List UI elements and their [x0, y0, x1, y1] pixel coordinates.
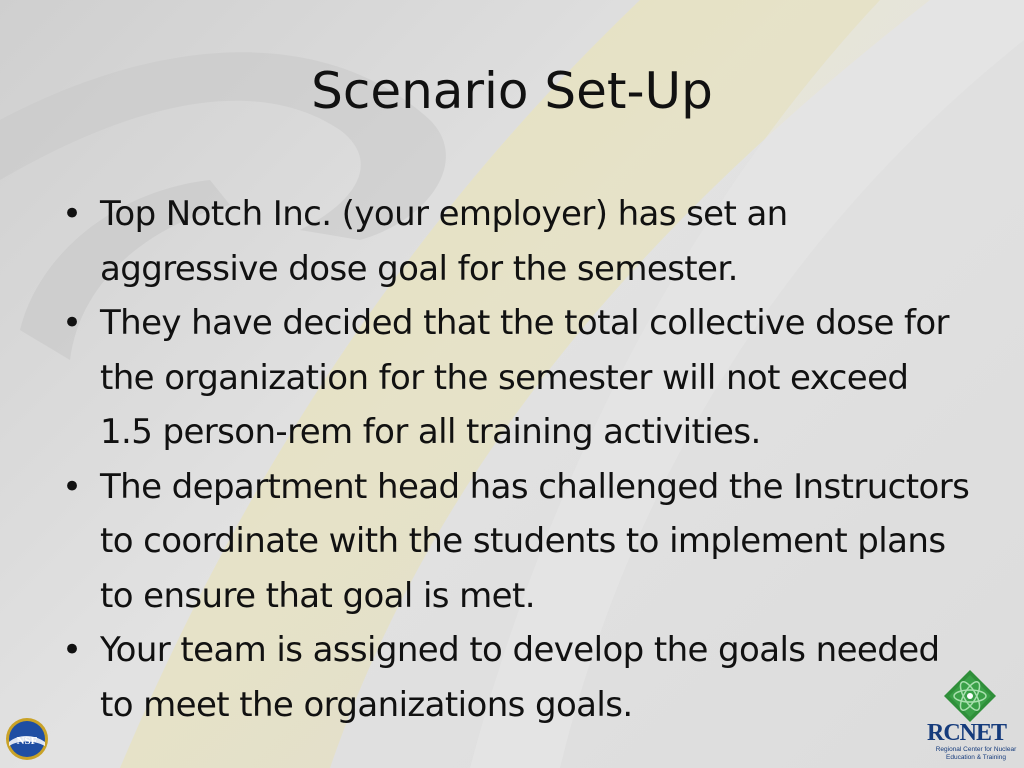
bullet-text: The department head has challenged the Instructors to coordinate with the students to implement plans to ensure that goal is met.	[100, 466, 970, 616]
nsf-seal-icon	[4, 716, 50, 762]
bullet-text: Top Notch Inc. (your employer) has set an aggressive dose goal for the semester.	[100, 194, 788, 289]
bullet-list	[60, 187, 970, 732]
bullet-item	[60, 296, 970, 460]
bullet-icon: •	[62, 466, 82, 507]
bullet-text: They have decided that the total collective dose for the organization for the semester will not exceed 1.5 person-rem for all training activities.	[100, 303, 949, 452]
bullet-item	[60, 460, 970, 624]
bullet-item	[60, 187, 970, 296]
bullet-text: Your team is assigned to develop the goals needed to meet the organizations goals.	[100, 630, 940, 725]
bullet-icon: •	[62, 630, 82, 670]
bullet-item	[60, 623, 970, 732]
nsf-seal-text: NSF	[16, 735, 38, 747]
rcnet-logo-subtitle: Regional Center for Nuclear Education & Training	[935, 746, 1017, 761]
bullet-icon: •	[62, 303, 82, 343]
slide-title: Scenario Set-Up	[311, 62, 713, 120]
rcnet-logo-text: RCNET	[927, 720, 1007, 746]
bullet-icon: •	[62, 194, 82, 234]
